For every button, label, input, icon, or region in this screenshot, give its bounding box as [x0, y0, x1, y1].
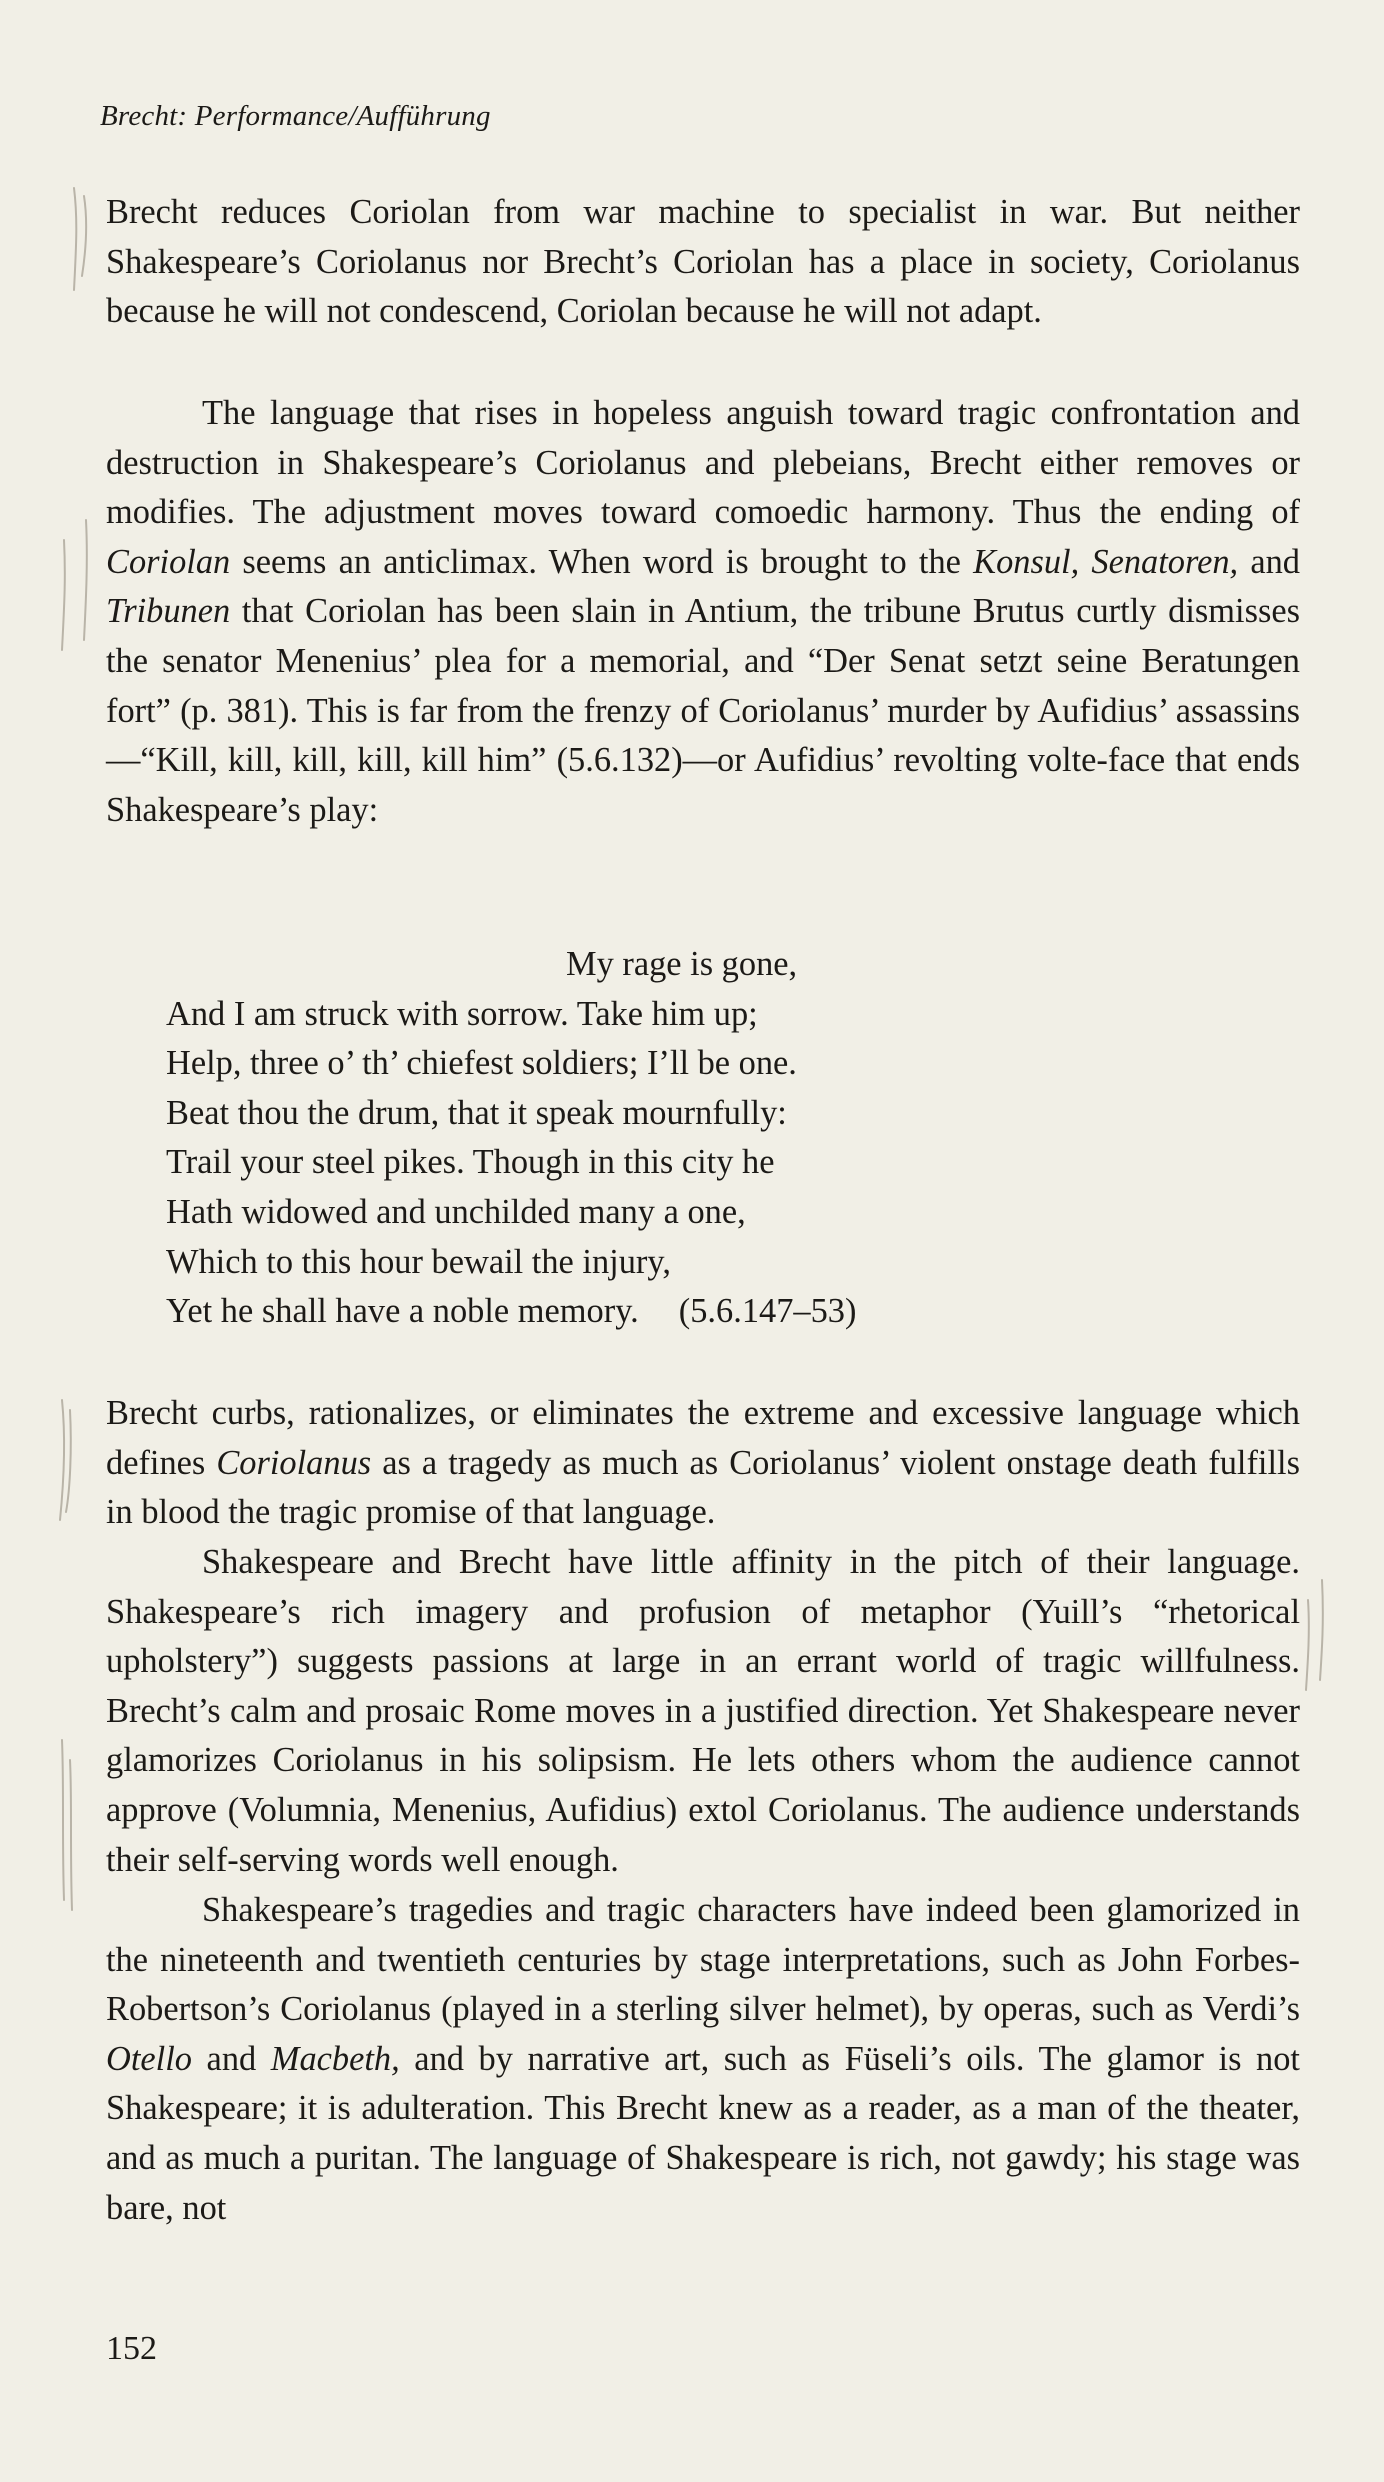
- verse-line: Which to this hour bewail the injury,: [166, 1242, 671, 1281]
- paragraph-3: [106, 1389, 1300, 1538]
- paragraph-5-text: and by narrative art, such as Füseli’s oils. The glamor is not Shakespeare; it is adulteration. This Brecht knew as a reader, as a man of the theater, and as much a puritan. The language of Shakespeare is rich, not gawdy; his stage was bare, not: [106, 2039, 1300, 2227]
- paragraph-5-text: Shakespeare’s tragedies and tragic characters have indeed been glamorized in the nineteenth and twentieth centuries by stage interpretations, such as John Forbes-Robertson’s Coriolanus (played in a sterling silver helmet), by operas, such as Verdi’s: [106, 1891, 1300, 2029]
- title-otello: Otello: [106, 2039, 192, 2078]
- title-macbeth: Macbeth,: [270, 2039, 400, 2078]
- verse-line-last: [166, 1287, 1166, 1337]
- verse-line: And I am struck with sorrow. Take him up;: [166, 994, 758, 1033]
- paragraph-2-text: that Coriolan has been slain in Antium, the tribune Brutus curtly dismisses the senator Menenius’ plea for a memorial, and “Der Senat setzt seine Beratungen fort” (p. 381). This is far from the frenzy of Coriolanus’ murder by Aufidius’ assassins—“Kill, kill, kill, kill, kill him” (5.6.132)—or Aufidius’ revolting volte-face that ends Shakespeare’s play:: [106, 592, 1300, 829]
- paragraph-3-text: as a tragedy as much as Coriolanus’ violent onstage death fulfills in blood the tragic promise of that language.: [106, 1443, 1300, 1532]
- paragraph-4: [106, 1538, 1300, 1885]
- italic-tribunen: Tribunen: [106, 592, 231, 631]
- paragraph-1: [106, 188, 1300, 337]
- paragraph-2-text: The language that rises in hopeless anguish toward tragic confrontation and destruction in Shakespeare’s Coriolanus and plebeians, Brecht either removes or modifies. The adjustment moves toward comoedic harmony. Thus the ending of: [106, 394, 1300, 532]
- title-coriolan: Coriolan: [106, 542, 231, 581]
- paragraph-4-text: Shakespeare and Brecht have little affinity in the pitch of their language. Shakespeare’s rich imagery and profusion of metaphor (Yuill’s “rhetorical upholstery”) suggests passions at large in an errant world of tragic willfulness. Brecht’s calm and prosaic Rome moves in a justified direction. Yet Shakespeare never glamorizes Coriolanus in his solipsism. He lets others whom the audience cannot approve (Volumnia, Menenius, Aufidius) extol Coriolanus. The audience understands their self-serving words well enough.: [106, 1543, 1300, 1879]
- running-head: Brecht: Performance/Aufführung: [100, 100, 491, 132]
- title-coriolanus: Coriolanus: [216, 1443, 372, 1482]
- verse-line: Trail your steel pikes. Though in this city he: [166, 1143, 775, 1182]
- paragraph-2-text: seems an anticlimax. When word is brought to the: [230, 542, 974, 581]
- verse-line: My rage is gone,: [566, 945, 798, 983]
- paragraph-2-text: and: [1238, 542, 1300, 581]
- verse-line: Help, three o’ th’ chiefest soldiers; I’ll be one.: [166, 1044, 797, 1083]
- verse-line: Hath widowed and unchilded many a one,: [166, 1192, 746, 1231]
- verse-citation: (5.6.147–53): [678, 1292, 857, 1331]
- paragraph-1-text: Brecht reduces Coriolan from war machine to specialist in war. But neither Shakespeare’s Coriolanus nor Brecht’s Coriolan has a place in society, Coriolanus because he will not condescend, Coriolan because he will not adapt.: [106, 193, 1300, 331]
- paragraph-2: [106, 389, 1300, 835]
- paragraph-5-text: and: [191, 2039, 271, 2078]
- paragraph-3-text: Brecht curbs, rationalizes, or eliminates the extreme and excessive language which defines: [106, 1394, 1300, 1482]
- verse-quotation: [166, 940, 1166, 1337]
- verse-line-text: Yet he shall have a noble memory.: [166, 1292, 639, 1331]
- page-number: 152: [106, 2330, 157, 2367]
- italic-konsul-senatoren: Konsul, Senatoren,: [973, 542, 1239, 581]
- paragraph-5: [106, 1886, 1300, 2233]
- verse-line: Beat thou the drum, that it speak mournfully:: [166, 1093, 787, 1132]
